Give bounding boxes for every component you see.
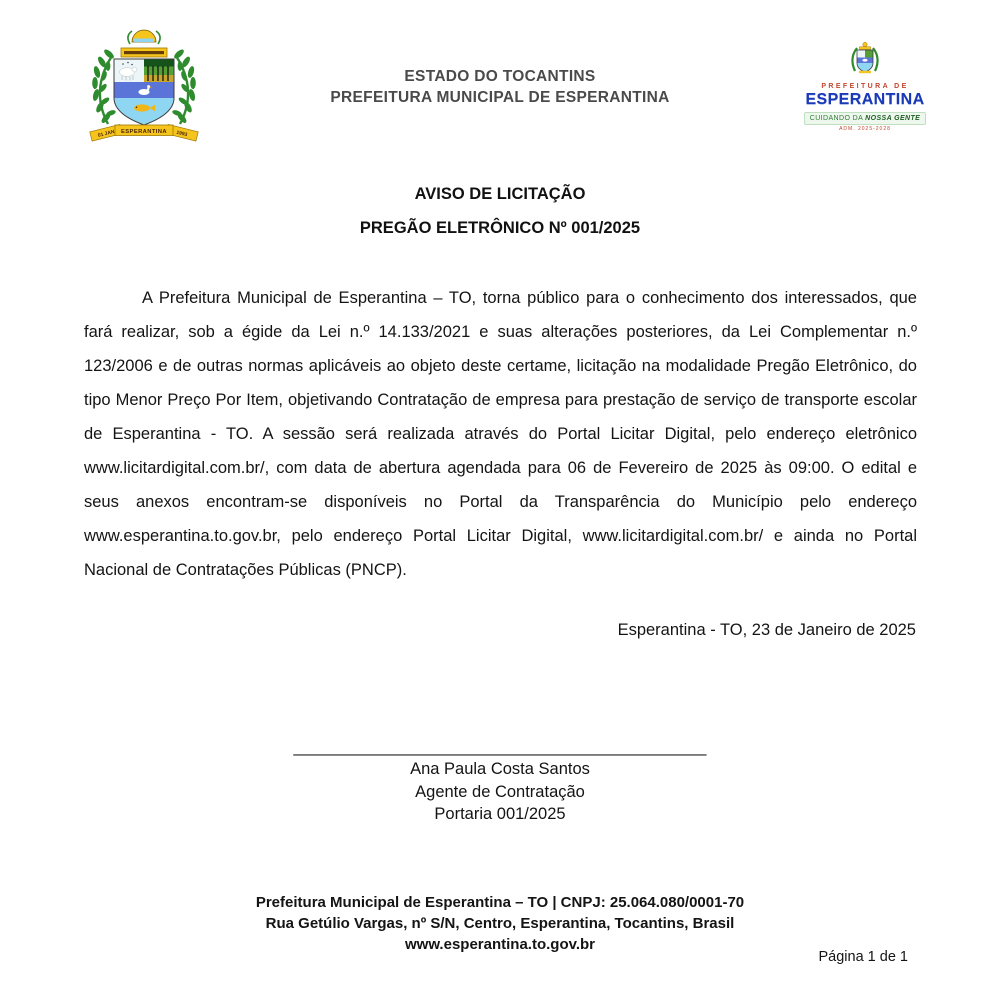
brand-city-name: ESPERANTINA xyxy=(805,91,925,108)
dateline: Esperantina - TO, 23 de Janeiro de 2025 xyxy=(617,621,916,639)
notice-paragraph: A Prefeitura Municipal de Esperantina – TO, torna público para o conhecimento dos interessados, que fará realizar, sob a égide da Lei n.º 14.133/2021 e suas alterações posteriores, da Lei Complementar n.º 123/2006 e de outras normas aplicáveis ao objeto deste certame, licitação na modalidade Pregão Eletrônico, do tipo Menor Preço Por Item, objetivando Contratação de empresa para prestação de serviço de transporte escolar de Esperantina - TO. A sessão será realizada através do Portal Licitar Digital, pelo endereço eletrônico www.licitardigital.com.br/, com data de abertura agendada para 06 de Fevereiro de 2025 às 09:00. O edital e seus anexos encontram-se disponíveis no Portal da Transparência do Município pelo endereço www.esperantina.to.gov.br, pelo endereço Portal Licitar Digital, www.licitardigital.com.br/ e ainda no Portal Nacional de Contratações Públicas (PNCP). xyxy=(84,289,917,579)
prefecture-brand-logo xyxy=(798,40,932,132)
document-title xyxy=(0,177,1000,245)
mini-crest-icon xyxy=(847,40,883,78)
page-number: Página 1 de 1 xyxy=(818,949,908,965)
footer-website: www.esperantina.to.gov.br xyxy=(404,936,596,953)
letterhead-municipality: PREFEITURA MUNICIPAL DE ESPERANTINA xyxy=(330,89,670,106)
signatory-name: Ana Paula Costa Santos xyxy=(410,760,590,779)
signatory-role: Agente de Contratação xyxy=(415,782,585,801)
signatory-ordinance: Portaria 001/2025 xyxy=(434,805,566,824)
document-body xyxy=(84,281,917,587)
brand-prefecture-label: PREFEITURA DE xyxy=(821,83,909,90)
crest-sun-icon xyxy=(128,30,160,44)
title-notice-line: AVISO DE LICITAÇÃO xyxy=(414,185,586,203)
letterhead-state: ESTADO DO TOCANTINS xyxy=(404,68,596,85)
ribbon-date-text: 01 JAN xyxy=(97,129,116,139)
footer-address: Rua Getúlio Vargas, nº S/N, Centro, Esperantina, Tocantins, Brasil xyxy=(265,915,735,932)
signature-block xyxy=(0,736,1000,826)
motto-banner xyxy=(121,48,167,57)
founding-ribbon xyxy=(90,124,198,141)
brand-slogan: CUIDANDO DA NOSSA GENTE xyxy=(804,112,926,125)
brand-admin-term: ADM. 2025-2028 xyxy=(839,126,891,132)
signature-rule: _____________________________________________ xyxy=(293,738,707,756)
document-footer xyxy=(0,892,1000,955)
ribbon-year-text: 1993 xyxy=(175,129,188,139)
footer-org-cnpj: Prefeitura Municipal de Esperantina – TO | CNPJ: 25.064.080/0001-70 xyxy=(255,894,745,911)
title-auction-line: PREGÃO ELETRÔNICO Nº 001/2025 xyxy=(359,219,641,237)
ribbon-city-text: ESPERANTINA xyxy=(121,128,167,135)
